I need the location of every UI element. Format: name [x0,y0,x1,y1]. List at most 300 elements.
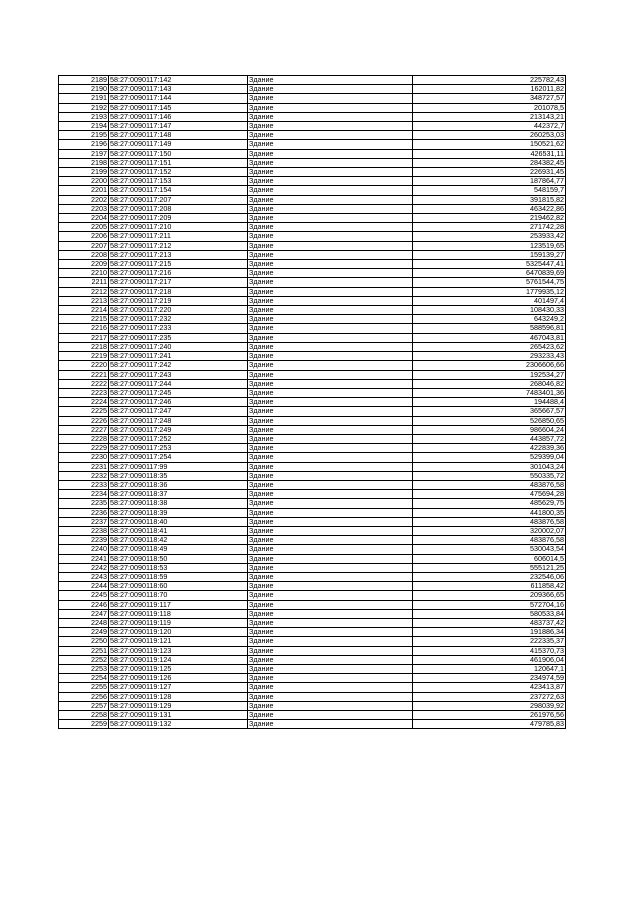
table-row [59,204,566,213]
row-number-cell: 2233 [59,480,109,489]
row-number-cell: 2205 [59,223,109,232]
cadastral-value-cell: 548159,7 [413,186,566,195]
cadastral-value-cell: 226931,45 [413,168,566,177]
table-row [59,296,566,305]
object-type-cell: Здание [248,324,413,333]
property-registry-table [58,75,566,729]
cadastral-value-cell: 232546,06 [413,572,566,581]
cadastral-value-cell: 426531,11 [413,149,566,158]
cadastral-number-cell: 58:27:0090117:217 [109,278,248,287]
cadastral-value-cell: 442372,7 [413,122,566,131]
cadastral-number-cell: 58:27:0090119:119 [109,618,248,627]
cadastral-number-cell: 58:27:0090117:212 [109,241,248,250]
object-type-cell: Здание [248,637,413,646]
cadastral-number-cell: 58:27:0090118:41 [109,526,248,535]
cadastral-number-cell: 58:27:0090119:127 [109,683,248,692]
table-row [59,76,566,85]
cadastral-value-cell: 150521,62 [413,140,566,149]
row-number-cell: 2250 [59,637,109,646]
cadastral-number-cell: 58:27:0090117:219 [109,296,248,305]
cadastral-value-cell: 222335,37 [413,637,566,646]
row-number-cell: 2226 [59,416,109,425]
cadastral-number-cell: 58:27:0090119:117 [109,600,248,609]
cadastral-number-cell: 58:27:0090117:213 [109,250,248,259]
row-number-cell: 2194 [59,122,109,131]
table-row [59,572,566,581]
cadastral-value-cell: 237272,63 [413,692,566,701]
object-type-cell: Здание [248,490,413,499]
cadastral-number-cell: 58:27:0090117:249 [109,425,248,434]
object-type-cell: Здание [248,140,413,149]
table-row [59,711,566,720]
cadastral-value-cell: 441800,35 [413,508,566,517]
row-number-cell: 2258 [59,711,109,720]
cadastral-value-cell: 365667,57 [413,407,566,416]
cadastral-value-cell: 422839,36 [413,444,566,453]
row-number-cell: 2191 [59,94,109,103]
row-number-cell: 2224 [59,398,109,407]
cadastral-value-cell: 120647,1 [413,665,566,674]
cadastral-number-cell: 58:27:0090119:129 [109,701,248,710]
row-number-cell: 2190 [59,85,109,94]
table-row [59,434,566,443]
cadastral-value-cell: 7483401,36 [413,388,566,397]
object-type-cell: Здание [248,665,413,674]
table-row [59,168,566,177]
row-number-cell: 2206 [59,232,109,241]
object-type-cell: Здание [248,168,413,177]
cadastral-value-cell: 550335,72 [413,471,566,480]
object-type-cell: Здание [248,112,413,121]
table-row [59,361,566,370]
row-number-cell: 2222 [59,379,109,388]
row-number-cell: 2237 [59,517,109,526]
table-row [59,140,566,149]
table-row [59,683,566,692]
cadastral-number-cell: 58:27:0090117:144 [109,94,248,103]
cadastral-number-cell: 58:27:0090118:39 [109,508,248,517]
object-type-cell: Здание [248,572,413,581]
cadastral-value-cell: 298039,92 [413,701,566,710]
row-number-cell: 2245 [59,591,109,600]
object-type-cell: Здание [248,471,413,480]
cadastral-value-cell: 606014,5 [413,554,566,563]
cadastral-value-cell: 301043,24 [413,462,566,471]
row-number-cell: 2248 [59,618,109,627]
object-type-cell: Здание [248,342,413,351]
table-row [59,600,566,609]
table-row [59,315,566,324]
cadastral-value-cell: 467043,81 [413,333,566,342]
cadastral-number-cell: 58:27:0090117:153 [109,177,248,186]
object-type-cell: Здание [248,260,413,269]
row-number-cell: 2199 [59,168,109,177]
cadastral-value-cell: 483737,42 [413,618,566,627]
object-type-cell: Здание [248,453,413,462]
object-type-cell: Здание [248,103,413,112]
table-row [59,416,566,425]
table-row [59,444,566,453]
cadastral-value-cell: 483876,58 [413,480,566,489]
cadastral-number-cell: 58:27:0090117:147 [109,122,248,131]
table-row [59,536,566,545]
row-number-cell: 2259 [59,720,109,729]
cadastral-value-cell: 213143,21 [413,112,566,121]
cadastral-number-cell: 58:27:0090118:36 [109,480,248,489]
object-type-cell: Здание [248,646,413,655]
row-number-cell: 2225 [59,407,109,416]
object-type-cell: Здание [248,250,413,259]
row-number-cell: 2195 [59,131,109,140]
object-type-cell: Здание [248,379,413,388]
cadastral-number-cell: 58:27:0090119:123 [109,646,248,655]
row-number-cell: 2216 [59,324,109,333]
table-row [59,545,566,554]
object-type-cell: Здание [248,296,413,305]
table-row [59,370,566,379]
object-type-cell: Здание [248,600,413,609]
cadastral-number-cell: 58:27:0090117:148 [109,131,248,140]
cadastral-value-cell: 643249,2 [413,315,566,324]
row-number-cell: 2221 [59,370,109,379]
cadastral-number-cell: 58:27:0090117:235 [109,333,248,342]
cadastral-value-cell: 588596,81 [413,324,566,333]
object-type-cell: Здание [248,563,413,572]
cadastral-value-cell: 1779935,12 [413,287,566,296]
cadastral-value-cell: 320002,07 [413,526,566,535]
cadastral-number-cell: 58:27:0090117:216 [109,269,248,278]
object-type-cell: Здание [248,554,413,563]
cadastral-number-cell: 58:27:0090118:35 [109,471,248,480]
table-row [59,186,566,195]
cadastral-value-cell: 348727,57 [413,94,566,103]
row-number-cell: 2232 [59,471,109,480]
table-row [59,490,566,499]
cadastral-number-cell: 58:27:0090117:209 [109,214,248,223]
row-number-cell: 2213 [59,296,109,305]
row-number-cell: 2241 [59,554,109,563]
table-row [59,526,566,535]
row-number-cell: 2239 [59,536,109,545]
cadastral-value-cell: 483876,58 [413,536,566,545]
cadastral-value-cell: 6470839,69 [413,269,566,278]
cadastral-value-cell: 530043,54 [413,545,566,554]
table-row [59,628,566,637]
object-type-cell: Здание [248,609,413,618]
row-number-cell: 2212 [59,287,109,296]
cadastral-number-cell: 58:27:0090118:40 [109,517,248,526]
cadastral-number-cell: 58:27:0090119:131 [109,711,248,720]
cadastral-value-cell: 401497,4 [413,296,566,305]
cadastral-number-cell: 58:27:0090117:154 [109,186,248,195]
table-row [59,158,566,167]
cadastral-value-cell: 192534,27 [413,370,566,379]
cadastral-value-cell: 483876,58 [413,517,566,526]
object-type-cell: Здание [248,223,413,232]
object-type-cell: Здание [248,701,413,710]
cadastral-number-cell: 58:27:0090117:143 [109,85,248,94]
row-number-cell: 2254 [59,674,109,683]
object-type-cell: Здание [248,398,413,407]
object-type-cell: Здание [248,526,413,535]
object-type-cell: Здание [248,333,413,342]
row-number-cell: 2219 [59,352,109,361]
cadastral-value-cell: 225782,43 [413,76,566,85]
cadastral-number-cell: 58:27:0090117:99 [109,462,248,471]
object-type-cell: Здание [248,655,413,664]
row-number-cell: 2218 [59,342,109,351]
cadastral-value-cell: 555121,25 [413,563,566,572]
object-type-cell: Здание [248,720,413,729]
cadastral-value-cell: 191886,34 [413,628,566,637]
row-number-cell: 2236 [59,508,109,517]
object-type-cell: Здание [248,674,413,683]
table-row [59,453,566,462]
row-number-cell: 2217 [59,333,109,342]
cadastral-value-cell: 475694,28 [413,490,566,499]
cadastral-number-cell: 58:27:0090117:245 [109,388,248,397]
cadastral-number-cell: 58:27:0090119:126 [109,674,248,683]
row-number-cell: 2204 [59,214,109,223]
object-type-cell: Здание [248,352,413,361]
cadastral-value-cell: 572704,16 [413,600,566,609]
cadastral-number-cell: 58:27:0090118:50 [109,554,248,563]
object-type-cell: Здание [248,692,413,701]
cadastral-value-cell: 580533,84 [413,609,566,618]
row-number-cell: 2202 [59,195,109,204]
cadastral-number-cell: 58:27:0090117:215 [109,260,248,269]
cadastral-value-cell: 265423,62 [413,342,566,351]
cadastral-number-cell: 58:27:0090119:120 [109,628,248,637]
object-type-cell: Здание [248,269,413,278]
object-type-cell: Здание [248,306,413,315]
object-type-cell: Здание [248,683,413,692]
table-row [59,655,566,664]
row-number-cell: 2252 [59,655,109,664]
cadastral-value-cell: 284382,45 [413,158,566,167]
object-type-cell: Здание [248,416,413,425]
cadastral-number-cell: 58:27:0090118:37 [109,490,248,499]
row-number-cell: 2251 [59,646,109,655]
cadastral-number-cell: 58:27:0090117:211 [109,232,248,241]
table-row [59,471,566,480]
cadastral-number-cell: 58:27:0090117:142 [109,76,248,85]
table-row [59,287,566,296]
cadastral-number-cell: 58:27:0090118:59 [109,572,248,581]
cadastral-value-cell: 261976,56 [413,711,566,720]
table-row [59,517,566,526]
object-type-cell: Здание [248,517,413,526]
row-number-cell: 2215 [59,315,109,324]
cadastral-value-cell: 611858,42 [413,582,566,591]
cadastral-value-cell: 209366,65 [413,591,566,600]
row-number-cell: 2228 [59,434,109,443]
table-row [59,582,566,591]
cadastral-number-cell: 58:27:0090117:208 [109,204,248,213]
cadastral-value-cell: 5325447,41 [413,260,566,269]
cadastral-value-cell: 391815,82 [413,195,566,204]
table-row [59,637,566,646]
table-row [59,554,566,563]
cadastral-value-cell: 443857,72 [413,434,566,443]
table-row [59,379,566,388]
cadastral-number-cell: 58:27:0090117:218 [109,287,248,296]
table-row [59,692,566,701]
row-number-cell: 2243 [59,572,109,581]
row-number-cell: 2246 [59,600,109,609]
row-number-cell: 2249 [59,628,109,637]
table-row [59,563,566,572]
row-number-cell: 2203 [59,204,109,213]
cadastral-value-cell: 5761544,75 [413,278,566,287]
row-number-cell: 2207 [59,241,109,250]
cadastral-value-cell: 293233,43 [413,352,566,361]
row-number-cell: 2247 [59,609,109,618]
cadastral-number-cell: 58:27:0090119:125 [109,665,248,674]
table-row [59,499,566,508]
row-number-cell: 2253 [59,665,109,674]
row-number-cell: 2193 [59,112,109,121]
row-number-cell: 2210 [59,269,109,278]
cadastral-value-cell: 529399,04 [413,453,566,462]
row-number-cell: 2223 [59,388,109,397]
row-number-cell: 2200 [59,177,109,186]
cadastral-value-cell: 219462,82 [413,214,566,223]
table-row [59,214,566,223]
object-type-cell: Здание [248,480,413,489]
table-row [59,618,566,627]
row-number-cell: 2209 [59,260,109,269]
cadastral-number-cell: 58:27:0090117:207 [109,195,248,204]
object-type-cell: Здание [248,545,413,554]
cadastral-value-cell: 187864,77 [413,177,566,186]
cadastral-number-cell: 58:27:0090117:254 [109,453,248,462]
cadastral-value-cell: 260253,03 [413,131,566,140]
table-row [59,103,566,112]
object-type-cell: Здание [248,94,413,103]
table-row [59,398,566,407]
object-type-cell: Здание [248,444,413,453]
table-row [59,324,566,333]
cadastral-number-cell: 58:27:0090117:152 [109,168,248,177]
cadastral-number-cell: 58:27:0090117:146 [109,112,248,121]
object-type-cell: Здание [248,628,413,637]
cadastral-value-cell: 271742,28 [413,223,566,232]
object-type-cell: Здание [248,361,413,370]
table-row [59,269,566,278]
object-type-cell: Здание [248,388,413,397]
row-number-cell: 2229 [59,444,109,453]
cadastral-value-cell: 2306606,66 [413,361,566,370]
object-type-cell: Здание [248,462,413,471]
row-number-cell: 2196 [59,140,109,149]
table-row [59,177,566,186]
cadastral-number-cell: 58:27:0090117:246 [109,398,248,407]
table-row [59,241,566,250]
object-type-cell: Здание [248,241,413,250]
table-row [59,85,566,94]
object-type-cell: Здание [248,76,413,85]
cadastral-number-cell: 58:27:0090119:128 [109,692,248,701]
row-number-cell: 2256 [59,692,109,701]
object-type-cell: Здание [248,711,413,720]
table-row [59,232,566,241]
table-row [59,122,566,131]
cadastral-number-cell: 58:27:0090118:42 [109,536,248,545]
cadastral-number-cell: 58:27:0090117:233 [109,324,248,333]
cadastral-number-cell: 58:27:0090117:149 [109,140,248,149]
row-number-cell: 2198 [59,158,109,167]
row-number-cell: 2220 [59,361,109,370]
table-row [59,131,566,140]
table-row [59,591,566,600]
object-type-cell: Здание [248,536,413,545]
cadastral-value-cell: 423413,87 [413,683,566,692]
table-row [59,112,566,121]
cadastral-number-cell: 58:27:0090118:70 [109,591,248,600]
table-row [59,609,566,618]
object-type-cell: Здание [248,315,413,324]
object-type-cell: Здание [248,287,413,296]
cadastral-value-cell: 463422,86 [413,204,566,213]
cadastral-number-cell: 58:27:0090118:49 [109,545,248,554]
cadastral-number-cell: 58:27:0090117:210 [109,223,248,232]
object-type-cell: Здание [248,434,413,443]
object-type-cell: Здание [248,131,413,140]
row-number-cell: 2240 [59,545,109,554]
cadastral-number-cell: 58:27:0090117:247 [109,407,248,416]
row-number-cell: 2201 [59,186,109,195]
row-number-cell: 2192 [59,103,109,112]
row-number-cell: 2211 [59,278,109,287]
row-number-cell: 2230 [59,453,109,462]
table-row [59,149,566,158]
cadastral-number-cell: 58:27:0090119:124 [109,655,248,664]
cadastral-number-cell: 58:27:0090118:38 [109,499,248,508]
row-number-cell: 2231 [59,462,109,471]
table-row [59,260,566,269]
cadastral-value-cell: 268046,82 [413,379,566,388]
cadastral-number-cell: 58:27:0090117:151 [109,158,248,167]
object-type-cell: Здание [248,232,413,241]
table-row [59,306,566,315]
cadastral-value-cell: 108430,33 [413,306,566,315]
cadastral-number-cell: 58:27:0090117:240 [109,342,248,351]
table-body [59,76,566,729]
cadastral-value-cell: 159139,27 [413,250,566,259]
object-type-cell: Здание [248,149,413,158]
table-row [59,388,566,397]
table-row [59,407,566,416]
object-type-cell: Здание [248,214,413,223]
row-number-cell: 2208 [59,250,109,259]
cadastral-number-cell: 58:27:0090117:243 [109,370,248,379]
row-number-cell: 2238 [59,526,109,535]
object-type-cell: Здание [248,177,413,186]
cadastral-value-cell: 461906,04 [413,655,566,664]
cadastral-number-cell: 58:27:0090119:121 [109,637,248,646]
cadastral-number-cell: 58:27:0090117:244 [109,379,248,388]
table-row [59,508,566,517]
table-row [59,278,566,287]
object-type-cell: Здание [248,186,413,195]
row-number-cell: 2189 [59,76,109,85]
object-type-cell: Здание [248,158,413,167]
cadastral-value-cell: 479785,83 [413,720,566,729]
cadastral-value-cell: 123519,65 [413,241,566,250]
cadastral-number-cell: 58:27:0090119:132 [109,720,248,729]
cadastral-number-cell: 58:27:0090117:145 [109,103,248,112]
